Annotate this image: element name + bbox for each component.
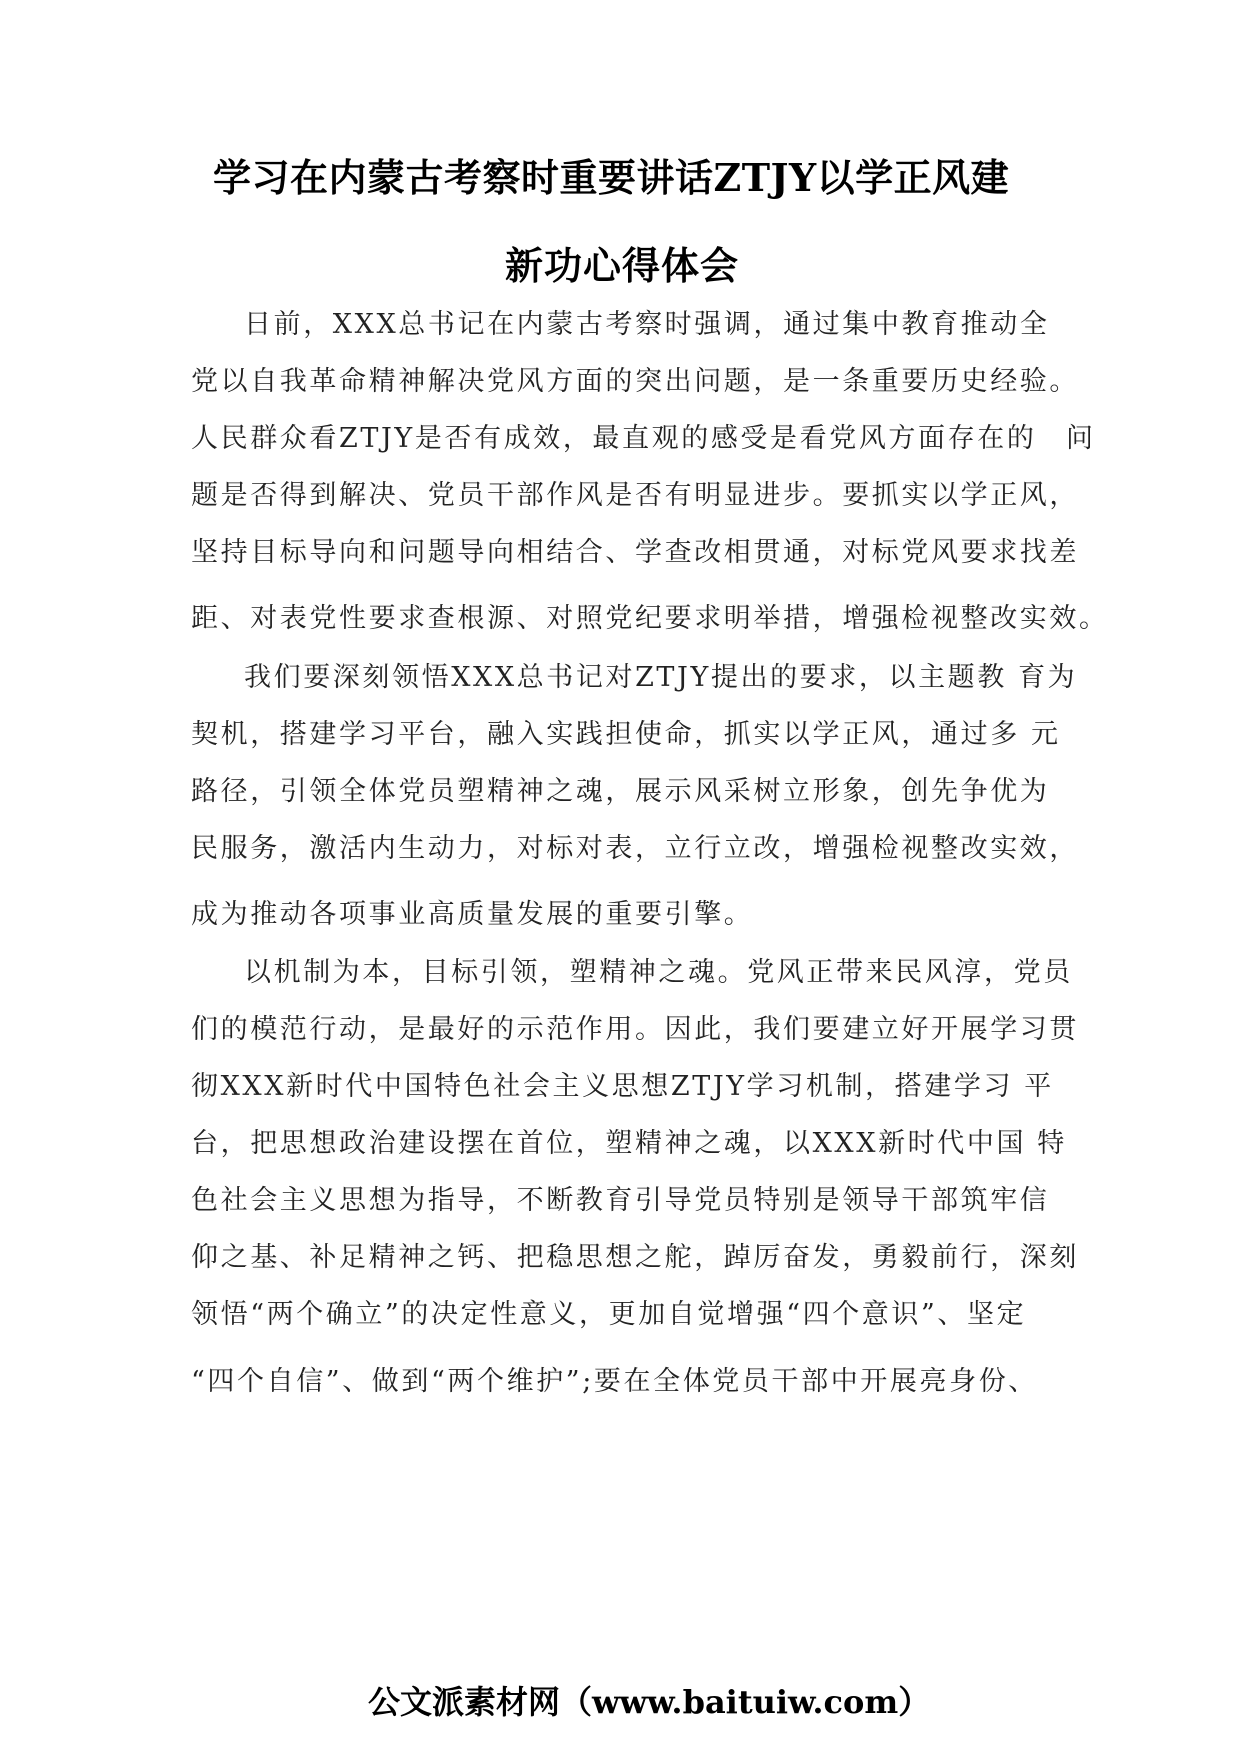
paragraph-3-line-6: 仰之基、补足精神之钙、把稳思想之舵，踔厉奋发，勇毅前行，深刻 xyxy=(191,1242,1079,1273)
paragraph-3-line-1: 以机制为本，目标引领，塑精神之魂。党风正带来民风淳，党员 xyxy=(244,957,1073,988)
paragraph-3-line-3: 彻XXX新时代中国特色社会主义思想ZTJY学习机制，搭建学习 平 xyxy=(191,1071,1054,1102)
paragraph-3-line-5: 色社会主义思想为指导，不断教育引导党员特别是领导干部筑牢信 xyxy=(191,1185,1050,1216)
paragraph-2-line-4: 民服务，激活内生动力，对标对表，立行立改，增强检视整改实效， xyxy=(191,833,1079,864)
paragraph-2-line-5: 成为推动各项事业高质量发展的重要引擎。 xyxy=(191,899,754,930)
paragraph-2-line-2: 契机，搭建学习平台，融入实践担使命，抓实以学正风，通过多 元 xyxy=(191,719,1061,750)
document-title-line-2: 新功心得体会 xyxy=(505,243,740,288)
paragraph-3-line-4: 台，把思想政治建设摆在首位，塑精神之魂，以XXX新时代中国 特 xyxy=(191,1128,1067,1159)
paragraph-3-line-2: 们的模范行动，是最好的示范作用。因此，我们要建立好开展学习贯 xyxy=(191,1014,1079,1045)
footer-source: 公文派素材网（www.baituiw.com） xyxy=(368,1683,931,1721)
document-title-line-1: 学习在内蒙古考察时重要讲话ZTJY以学正风建 xyxy=(213,155,1010,200)
paragraph-1-line-1: 日前，XXX总书记在内蒙古考察时强调，通过集中教育推动全 xyxy=(244,309,1050,340)
paragraph-2-line-3: 路径，引领全体党员塑精神之魂，展示风采树立形象，创先争优为 xyxy=(191,776,1050,807)
paragraph-1-line-4: 题是否得到解决、党员干部作风是否有明显进步。要抓实以学正风， xyxy=(191,480,1079,511)
paragraph-2-line-1: 我们要深刻领悟XXX总书记对ZTJY提出的要求，以主题教 育为 xyxy=(244,662,1078,693)
paragraph-1-line-2: 党以自我革命精神解决党风方面的突出问题，是一条重要历史经验。 xyxy=(191,366,1079,397)
paragraph-3-line-8: “四个自信”、做到“两个维护”;要在全体党员干部中开展亮身份、 xyxy=(191,1366,1038,1397)
paragraph-1-line-3: 人民群众看ZTJY是否有成效，最直观的感受是看党风方面存在的 问 xyxy=(191,423,1096,454)
paragraph-1-line-5: 坚持目标导向和问题导向相结合、学查改相贯通，对标党风要求找差 xyxy=(191,537,1079,568)
paragraph-3-line-7: 领悟“两个确立”的决定性意义，更加自觉增强“四个意识”、坚定 xyxy=(191,1299,1027,1330)
paragraph-1-line-6: 距、对表党性要求查根源、对照党纪要求明举措，增强检视整改实效。 xyxy=(191,603,1109,634)
